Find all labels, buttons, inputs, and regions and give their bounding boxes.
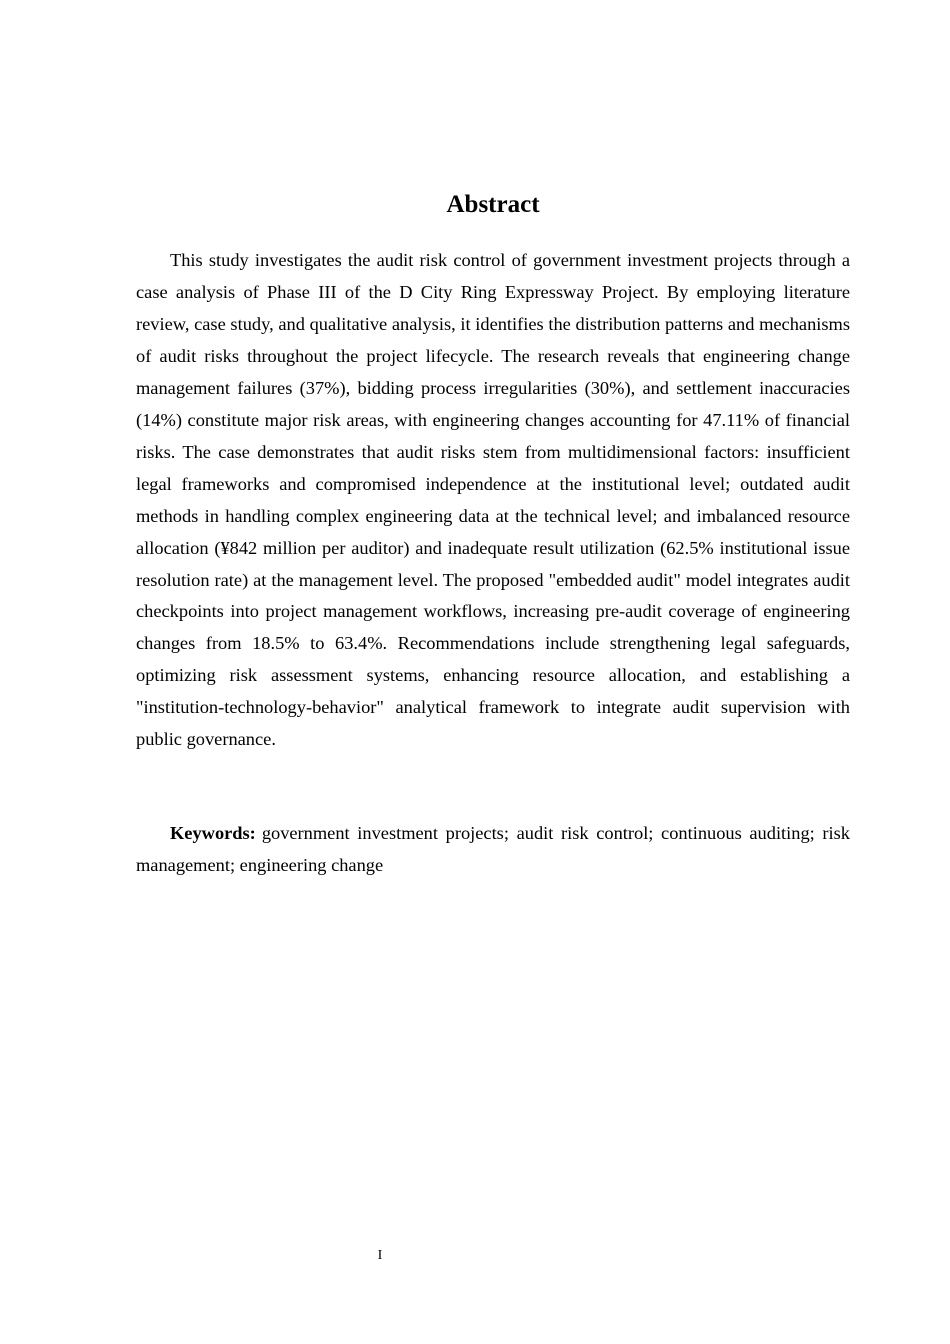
keywords-list: government investment projects; audit risk control; continuous auditing; risk management; engineering change [136,823,850,875]
keywords-paragraph [136,818,850,882]
page-number: I [377,1248,383,1263]
abstract-title: Abstract [446,191,540,218]
keywords-label: Keywords: [170,823,256,843]
abstract-paragraph: This study investigates the audit risk control of government investment projects through a case analysis of Phase III of the D City Ring Expressway Project. By employing literature review, case study, and qualitative analysis, it identifies the distribution patterns and mechanisms of audit risks throughout the project lifecycle. The research reveals that engineering change management failures (37%), bidding process irregularities (30%), and settlement inaccuracies (14%) constitute major risk areas, with engineering changes accounting for 47.11% of financial risks. The case demonstrates that audit risks stem from multidimensional factors: insufficient legal frameworks and compromised independence at the institutional level; outdated audit methods in handling complex engineering data at the technical level; and imbalanced resource allocation (¥842 million per auditor) and inadequate result utilization (62.5% institutional issue resolution rate) at the management level. The proposed "embedded audit" model integrates audit checkpoints into project management workflows, increasing pre-audit coverage of engineering changes from 18.5% to 63.4%. Recommendations include strengthening legal safeguards, optimizing risk assessment systems, enhancing resource allocation, and establishing a "institution-technology-behavior" analytical framework to integrate audit supervision with public governance. [136,250,850,750]
